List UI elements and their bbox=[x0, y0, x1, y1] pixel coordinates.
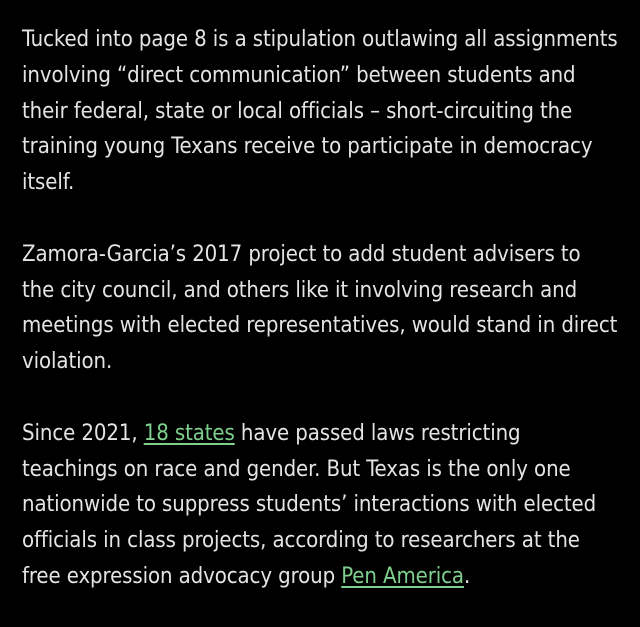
link-pen-america[interactable]: Pen America bbox=[341, 563, 464, 589]
paragraph-1: Tucked into page 8 is a stipulation outlawing all assignments involving “direct communication” between students and their federal, state or local officials – short-circuiting the training young Texans receive to participate in democracy itself. bbox=[22, 27, 618, 196]
paragraph-3-text-c: . bbox=[463, 563, 471, 589]
paragraph-3 bbox=[22, 416, 618, 595]
link-18-states[interactable]: 18 states bbox=[143, 420, 235, 446]
paragraph-3-text-b: have passed laws restricting teachings on race and gender. But Texas is the only one nationwide to suppress students’ interactions with elected officials in class projects, according to researchers at the free expression advocacy group bbox=[22, 420, 597, 589]
paragraph-3-text-a: Since 2021, bbox=[22, 420, 144, 446]
paragraph-2: Zamora-Garcia’s 2017 project to add student advisers to the city council, and others like it involving research and meetings with elected representatives, would stand in direct violation. bbox=[22, 241, 618, 375]
